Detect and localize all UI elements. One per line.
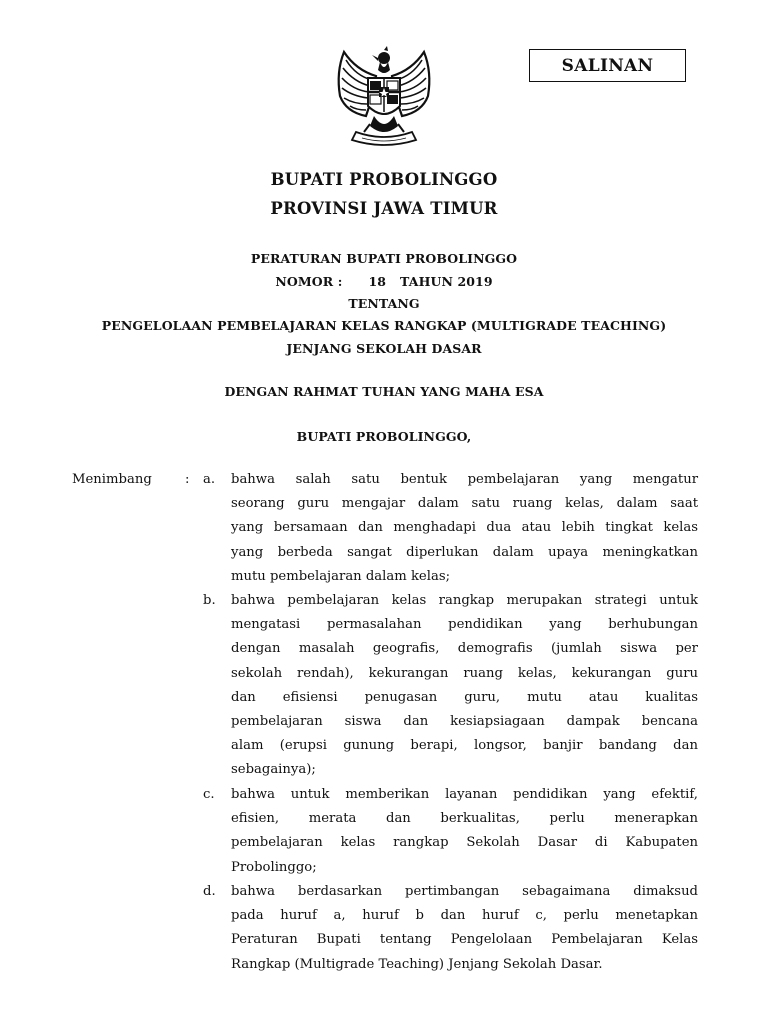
menimbang-item-line: pembelajaran kelas rangkap Sekolah Dasar di Kabupaten bbox=[231, 835, 698, 851]
menimbang-item-line: efisien, merata dan berkualitas, perlu menerapkan bbox=[231, 811, 698, 827]
menimbang-item-line: Rangkap (Multigrade Teaching) Jenjang Sekolah Dasar. bbox=[231, 956, 603, 972]
menimbang-item-letter: a. bbox=[203, 472, 216, 487]
menimbang-item-line: Peraturan Bupati tentang Pengelolaan Pembelajaran Kelas bbox=[231, 932, 698, 948]
menimbang-item-line: Probolinggo; bbox=[231, 859, 317, 875]
menimbang-item-letter: d. bbox=[203, 884, 216, 899]
regulation-number bbox=[0, 274, 768, 289]
menimbang-item-line: bahwa berdasarkan pertimbangan sebagaimana dimaksud bbox=[231, 884, 698, 899]
subject-line-2: JENJANG SEKOLAH DASAR bbox=[286, 341, 482, 356]
subject-line-1: PENGELOLAAN PEMBELAJARAN KELAS RANGKAP (MULTIGRADE TEACHING) bbox=[101, 318, 667, 333]
menimbang-item-line: dan efisiensi penugasan guru, mutu atau kualitas bbox=[231, 689, 698, 705]
rahmat-line: DENGAN RAHMAT TUHAN YANG MAHA ESA bbox=[224, 384, 544, 399]
menimbang-label: Menimbang bbox=[72, 472, 152, 487]
menimbang-item-line: dengan masalah geografis, demografis (jumlah siswa per bbox=[231, 641, 698, 657]
menimbang-item-line: bahwa untuk memberikan layanan pendidikan yang efektif, bbox=[231, 787, 698, 802]
nomor-value: 18 bbox=[368, 274, 387, 289]
bupati-title: BUPATI PROBOLINGGO bbox=[270, 170, 498, 189]
regulation-title: PERATURAN BUPATI PROBOLINGGO bbox=[250, 251, 518, 266]
menimbang-item-line: alam (erupsi gunung berapi, longsor, banjir bandang dan bbox=[231, 738, 698, 754]
garuda-emblem-icon bbox=[326, 46, 442, 150]
menimbang-item-line: pembelajaran siswa dan kesiapsiagaan dampak bencana bbox=[231, 714, 698, 729]
menimbang-item-line: sekolah rendah), kekurangan ruang kelas, kekurangan guru bbox=[231, 665, 698, 681]
bupati-opening: BUPATI PROBOLINGGO, bbox=[296, 429, 472, 444]
menimbang-item-line: seorang guru mengajar dalam satu ruang kelas, dalam saat bbox=[231, 496, 698, 512]
nomor-label: NOMOR : bbox=[275, 274, 343, 289]
menimbang-item-letter: b. bbox=[203, 593, 216, 608]
menimbang-item-line: mutu pembelajaran dalam kelas; bbox=[231, 568, 451, 584]
province-title: PROVINSI JAWA TIMUR bbox=[270, 199, 498, 218]
menimbang-item-letter: c. bbox=[203, 787, 215, 802]
menimbang-item-line: pada huruf a, huruf b dan huruf c, perlu menetapkan bbox=[231, 908, 698, 924]
menimbang-item-line: mengatasi permasalahan pendidikan yang berhubungan bbox=[231, 617, 698, 633]
salinan-stamp: SALINAN bbox=[529, 49, 686, 82]
menimbang-item-line: bahwa salah satu bentuk pembelajaran yang mengatur bbox=[231, 472, 698, 487]
tentang-heading: TENTANG bbox=[348, 296, 420, 311]
menimbang-item-line: bahwa pembelajaran kelas rangkap merupakan strategi untuk bbox=[231, 593, 698, 608]
menimbang-colon: : bbox=[185, 472, 190, 487]
menimbang-item-line: sebagainya); bbox=[231, 762, 316, 778]
tahun-value: TAHUN 2019 bbox=[400, 274, 493, 289]
menimbang-item-line: yang bersamaan dan menghadapi dua atau lebih tingkat kelas bbox=[231, 520, 698, 536]
menimbang-item-line: yang berbeda sangat diperlukan dalam upaya meningkatkan bbox=[231, 544, 698, 560]
